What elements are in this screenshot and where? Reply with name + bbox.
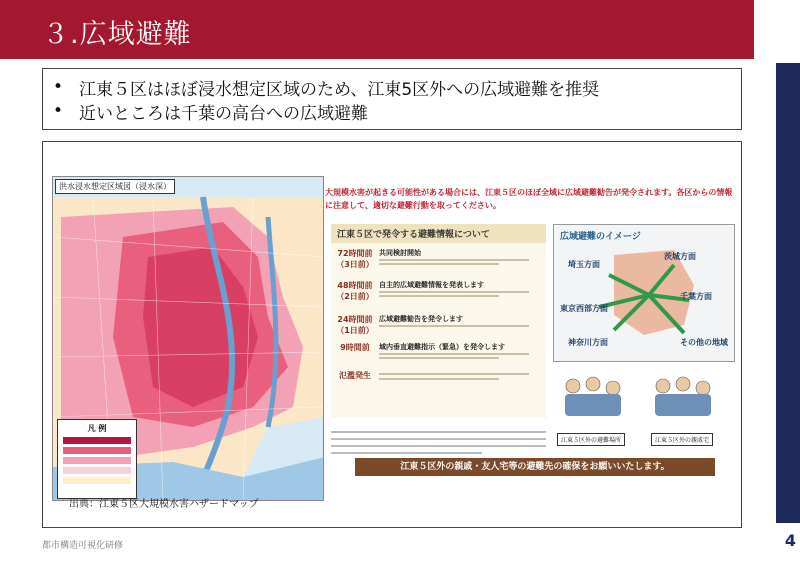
info-paragraph xyxy=(331,426,546,459)
request-banner: 江東５区外の親戚・友人宅等の避難先の確保をお願いいたします。 xyxy=(355,458,715,476)
info-row xyxy=(335,342,542,368)
info-title: 江東５区で発令する避難情報について xyxy=(331,224,546,243)
info-row xyxy=(335,280,542,306)
map-caption: 洪水浸水想定区域図（浸水深） xyxy=(55,179,175,194)
map-legend xyxy=(57,419,137,499)
destination-label: 埼玉方面 xyxy=(568,260,600,269)
bullet-box xyxy=(42,68,742,130)
evacuation-info-box xyxy=(331,224,546,418)
info-what: 域内垂直避難指示（緊急）を発令します xyxy=(379,343,505,351)
bullet-dot-icon: • xyxy=(53,101,64,121)
footer-text: 都市構造可視化研修 xyxy=(42,541,124,551)
legend-swatch xyxy=(63,477,131,484)
hazard-map xyxy=(52,176,324,501)
destination-label: 東京西部方面 xyxy=(560,304,608,313)
info-what: 共同検討開始 xyxy=(379,249,421,257)
info-when: 48時間前 （2日前） xyxy=(336,281,374,301)
info-when: 氾濫発生 xyxy=(339,371,371,380)
legend-swatch xyxy=(63,437,131,444)
side-accent-bar xyxy=(776,63,800,523)
evacuation-image xyxy=(553,224,735,362)
page-number: 4 xyxy=(784,531,796,550)
info-row xyxy=(335,248,542,274)
bullet-text: 近いところは千葉の高台への広域避難 xyxy=(79,103,368,124)
image-title: 広域避難のイメージ xyxy=(560,232,641,242)
content-box xyxy=(42,141,742,528)
legend-swatch xyxy=(63,467,131,474)
title-bar xyxy=(0,0,754,59)
info-when: 72時間前 （3日前） xyxy=(336,249,374,269)
legend-title: 凡 例 xyxy=(87,424,107,433)
info-what: 広域避難勧告を発令します xyxy=(379,315,463,323)
legend-swatch xyxy=(63,457,131,464)
legend-swatch xyxy=(63,447,131,454)
warning-text: 大規模水害が起きる可能性がある場合には、江東５区のほぼ全域に広域避難勧告が発令されます。各区からの情報に注意して、適切な避難行動を取ってください。 xyxy=(325,188,733,210)
info-what: 自主的広域避難情報を発表します xyxy=(379,281,484,289)
side-bar xyxy=(754,59,800,566)
evacuation-flyer xyxy=(325,182,737,502)
info-row xyxy=(335,370,542,396)
shelter-label: 江東５区外の親戚宅 xyxy=(651,433,713,446)
info-row xyxy=(335,314,542,340)
destination-label: その他の地域 xyxy=(680,338,728,347)
destination-label: 神奈川方面 xyxy=(568,338,608,347)
info-when: 9時間前 xyxy=(340,343,370,352)
bullet-text: 江東５区はほぼ浸水想定区域のため、江東5区外への広域避難を推奨 xyxy=(79,79,600,100)
bullet-item xyxy=(53,99,731,123)
people-icon xyxy=(553,366,735,426)
source-citation: 出典：江東５区大規模水害ハザードマップ xyxy=(69,499,259,510)
destination-label: 千葉方面 xyxy=(680,292,712,301)
shelter-illustration xyxy=(553,366,735,446)
shelter-label: 江東５区外の避難場所 xyxy=(557,433,625,446)
slide-title: ３.広域避難 xyxy=(42,19,192,50)
destination-label: 茨城方面 xyxy=(664,252,696,261)
info-when: 24時間前 （1日前） xyxy=(336,315,374,335)
bullet-dot-icon: • xyxy=(53,77,64,97)
bullet-item xyxy=(53,75,731,99)
